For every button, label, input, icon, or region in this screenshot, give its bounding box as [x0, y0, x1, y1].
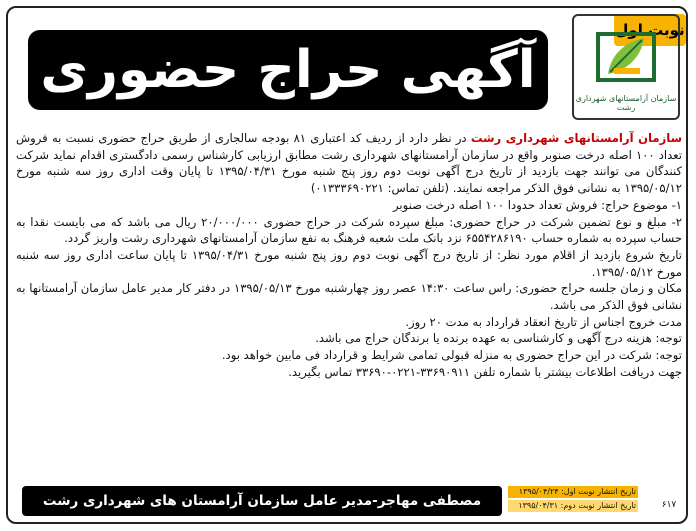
item-subject: ۱- موضوع حراج: فروش تعداد حدودا ۱۰۰ اصله درخت صنوبر [392, 197, 682, 212]
removal-period: مدت خروج اجناس از تاریخ انعقاد قرارداد به مدت ۲۰ روز. [405, 314, 682, 329]
signature-bar: مصطفی مهاجر-مدیر عامل سازمان آرامستان های شهرداری رشت [22, 486, 502, 516]
intro-paragraph [16, 130, 682, 197]
cost-note: توجه: هزینه درج آگهی و کارشناسی به عهده برنده یا برندگان حراج می باشد. [315, 331, 682, 346]
organization-logo [572, 14, 680, 120]
ad-code: ۶۱۷ [661, 500, 677, 510]
organization-name: سازمان آرامستانهای شهرداری رشت [470, 131, 682, 145]
session-time: مکان و زمان جلسه حراج حضوری: راس ساعت ۱۴:۳۰ عصر روز چهارشنبه مورخ ۱۳۹۵/۰۵/۱۳ در دفتر کار مدیر عامل سازمان آرامستانها به نشانی فوق الذکر می باشد. [16, 281, 682, 313]
first-publication-date: تاریخ انتشار نوبت اول: ۱۳۹۵/۰۴/۲۴ [508, 486, 638, 498]
ad-body [16, 130, 682, 486]
intro-text: در نظر دارد از ردیف کد اعتباری ۸۱ بودجه سالجاری از طریق حراج حضوری نسبت به فروش تعداد ۱۰۰ اصله درخت صنوبر واقع در سازمان آرامستانهای شهرداری رشت مطابق ارزیابی کارشناس رسمی دادگستری اقدام نماید شرکت کنندگان می توانند جهت بازدید از تاریخ درج آگهی نوبت دوم روز پنج شنبه مورخ ۱۳۹۵/۰۴/۳۱ تا پایان وقت اداری روز سه شنبه مورخ ۱۳۹۵/۰۵/۱۲ به نشانی فوق الذکر مراجعه نمایند. (تلفن تماس: ۰۱۳۳۳۶۹۰۲۲۱) [16, 131, 682, 196]
item-guarantee: ۲- مبلغ و نوع تضمین شرکت در حراج حضوری: مبلغ سپرده شرکت در حراج حضوری ۲۰/۰۰۰/۰۰۰ ریال می باشد که می بایست نقدا به حساب سپرده به شماره حساب ۶۵۵۴۲۸۶۱۹۰ نزد بانک ملت شعبه فرهنگ به نفع سازمان آرامستانهای شهرداری رشت واریز گردد. [16, 214, 682, 246]
green-leaf-logo-icon [594, 30, 658, 84]
first-round-badge: نوبت اول [614, 14, 686, 46]
second-publication-date: تاریخ انتشار نوبت دوم: ۱۳۹۵/۰۴/۳۱ [508, 500, 638, 512]
participation-note: توجه: شرکت در این حراج حضوری به منزله قبولی تمامی شرایط و قرارداد فی مابین خواهد بود. [221, 348, 682, 363]
logo-text: سازمان آرامستانهای شهرداری رشت [575, 94, 677, 112]
publication-dates [508, 486, 638, 514]
ad-header [8, 8, 688, 126]
visit-date: تاریخ شروع بازدید از اقلام مورد نظر: از تاریخ درج آگهی نوبت دوم روز پنج شنبه مورخ ۱۳۹۵/۰۴/۳۱ تا پایان ساعت اداری روز سه شنبه مورخ ۱۳۹۵/۰۵/۱۲. [16, 247, 682, 279]
contact-info: جهت دریافت اطلاعات بیشتر با شماره تلفن ۳۳۶۹۰۹۱۱-۰۲۲۱-۳۳۶۹۰ تماس بگیرید. [288, 364, 682, 379]
ad-title: آگهی حراج حضوری [28, 30, 548, 110]
ad-frame [6, 6, 688, 524]
